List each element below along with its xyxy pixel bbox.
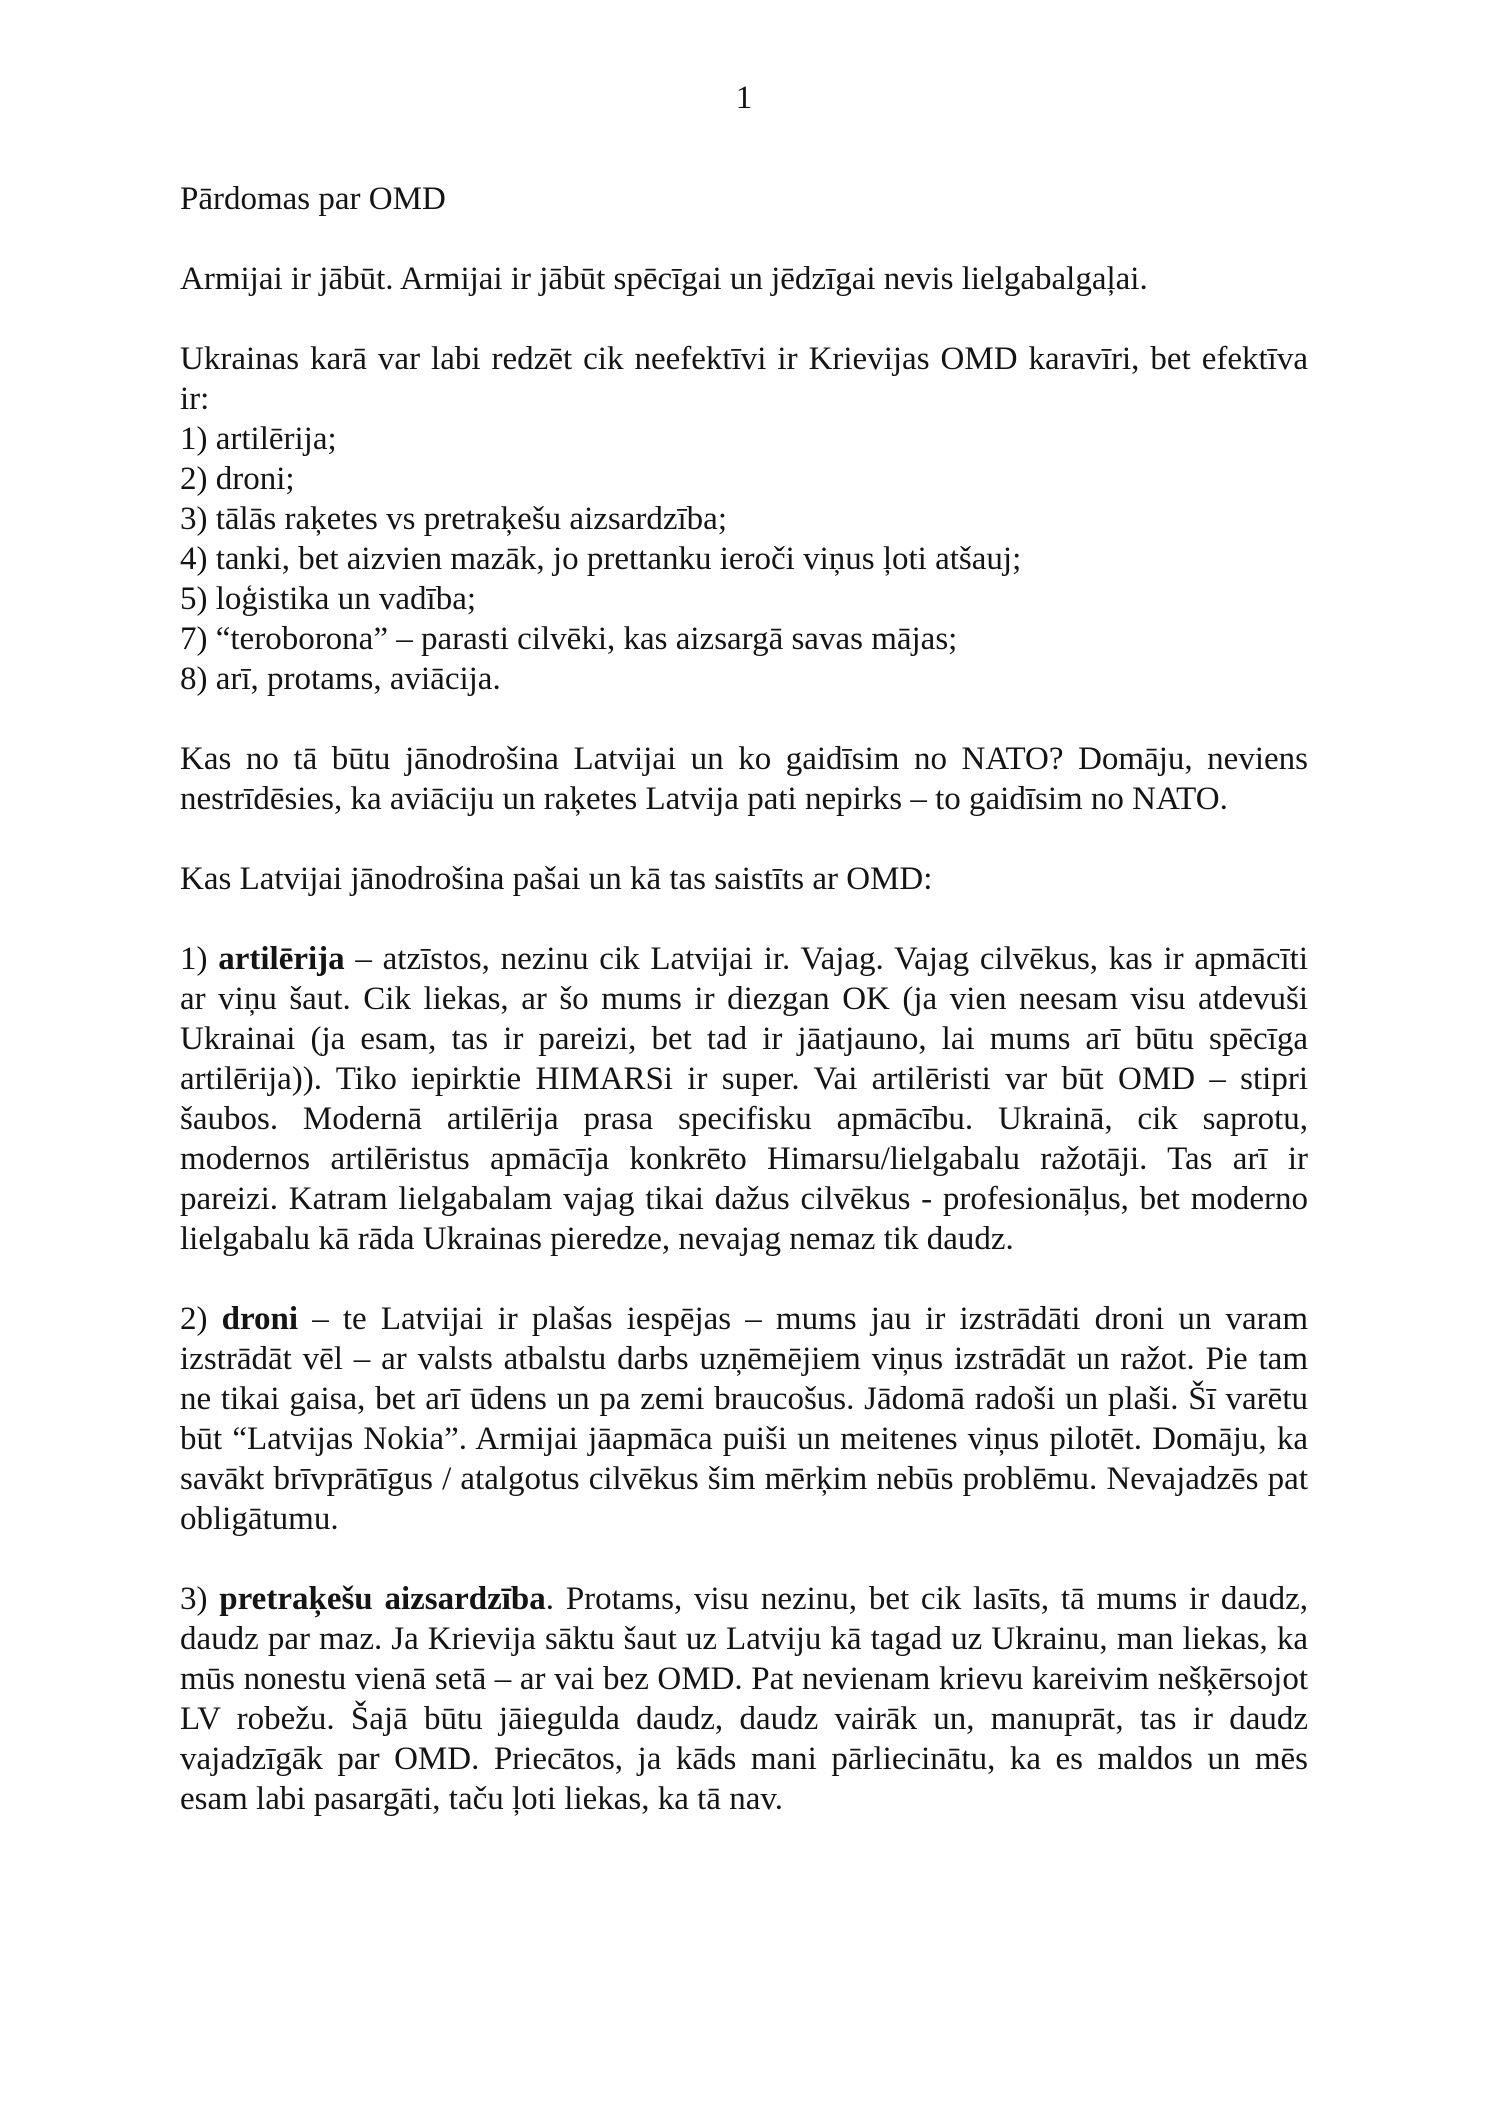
text-line bbox=[180, 419, 1308, 459]
text-line bbox=[180, 579, 1308, 619]
text-run: 3) bbox=[180, 1581, 220, 1617]
text-run: . Protams, visu nezinu, bet cik lasīts, tā mums ir daudz, daudz par maz. Ja Krievija sāktu šaut uz Latviju kā tagad uz Ukrainu, man liekas, ka mūs nonestu vienā setā – ar vai bez OMD. Pat nevienam krievu kareivim nešķērsojot LV robežu. Šajā būtu jāiegulda daudz, daudz vairāk un, manuprāt, tas ir daudz vajadzīgāk par OMD. Priecātos, ja kāds mani pārliecinātu, ka es maldos un mēs esam labi pasargāti, taču ļoti liekas, ka tā nav. bbox=[180, 1581, 1308, 1817]
text-run: 4) tanki, bet aizvien mazāk, jo prettanku ieroči viņus ļoti atšauj; bbox=[180, 541, 1022, 577]
text-run: Kas no tā būtu jānodrošina Latvijai un ko gaidīsim no NATO? Domāju, neviens nestrīdēsies, ka aviāciju un raķetes Latvija pati nepirks – to gaidīsim no NATO. bbox=[180, 741, 1308, 817]
text-line bbox=[180, 539, 1308, 579]
text-line bbox=[180, 459, 1308, 499]
text-run: 3) tālās raķetes vs pretraķešu aizsardzība; bbox=[180, 501, 727, 537]
text-line bbox=[180, 499, 1308, 539]
list-block-ukraine-war bbox=[180, 339, 1308, 699]
text-line bbox=[180, 859, 1308, 899]
text-run: – atzīstos, nezinu cik Latvijai ir. Vajag. Vajag cilvēkus, kas ir apmācīti ar viņu šaut. Cik liekas, ar šo mums ir diezgan OK (ja vien neesam visu atdevuši Ukrainai (ja esam, tas ir pareizi, bet tad ir jāatjauno, lai mums arī būtu spēcīga artilērija)). Tiko iepirktie HIMARSi ir super. Vai artilēristi var būt OMD – stipri šaubos. Modernā artilērija prasa specifisku apmācību. Ukrainā, cik saprotu, modernos artilēristus apmācīja konkrēto Himarsu/lielgabalu ražotāji. Tas arī ir pareizi. Katram lielgabalam vajag tikai dažus cilvēkus - profesionāļus, bet moderno lielgabalu kā rāda Ukrainas pieredze, nevajag nemaz tik daudz. bbox=[180, 941, 1308, 1257]
text-line bbox=[180, 259, 1308, 299]
text-run: Ukrainas karā var labi redzēt cik neefektīvi ir Krievijas OMD karavīri, bet efektīva ir: bbox=[180, 341, 1308, 417]
text-line bbox=[180, 739, 1308, 819]
text-line bbox=[180, 619, 1308, 659]
text-line bbox=[180, 659, 1308, 699]
page-number: 1 bbox=[735, 80, 753, 116]
bold-text-run: pretraķešu aizsardzība bbox=[219, 1581, 546, 1617]
text-line bbox=[180, 179, 1308, 219]
text-run: 5) loģistika un vadība; bbox=[180, 581, 477, 617]
text-run: 8) arī, protams, aviācija. bbox=[180, 661, 501, 697]
text-line bbox=[180, 1299, 1308, 1539]
doc-title bbox=[180, 179, 1308, 219]
text-line bbox=[180, 1579, 1308, 1819]
bold-text-run: droni bbox=[221, 1301, 299, 1337]
text-run: Pārdomas par OMD bbox=[180, 181, 446, 217]
paragraph-latvia-heading bbox=[180, 859, 1308, 899]
text-line bbox=[180, 939, 1308, 1259]
text-run: 1) bbox=[180, 941, 219, 977]
text-run: 1) artilērija; bbox=[180, 421, 337, 457]
paragraph-intro bbox=[180, 259, 1308, 299]
paragraph-missile-defense bbox=[180, 1579, 1308, 1819]
text-run: – te Latvijai ir plašas iespējas – mums jau ir izstrādāti droni un varam izstrādāt vēl – ar valsts atbalstu darbs uzņēmējiem viņus izstrādāt un ražot. Pie tam ne tikai gaisa, bet arī ūdens un pa zemi braucošus. Jādomā radoši un plaši. Šī varētu būt “Latvijas Nokia”. Armijai jāapmāca puiši un meitenes viņus pilotēt. Domāju, ka savākt brīvprātīgus / atalgotus cilvēkus šim mērķim nebūs problēmu. Nevajadzēs pat obligātumu. bbox=[180, 1301, 1308, 1537]
text-run: 7) “teroborona” – parasti cilvēki, kas aizsargā savas mājas; bbox=[180, 621, 958, 657]
paragraph-artillery bbox=[180, 939, 1308, 1259]
document-content bbox=[180, 179, 1308, 1859]
text-line bbox=[180, 339, 1308, 419]
text-run: Armijai ir jābūt. Armijai ir jābūt spēcīgai un jēdzīgai nevis lielgabalgaļai. bbox=[180, 261, 1148, 297]
text-run: Kas Latvijai jānodrošina pašai un kā tas saistīts ar OMD: bbox=[180, 861, 933, 897]
bold-text-run: artilērija bbox=[218, 941, 345, 977]
paragraph-drones bbox=[180, 1299, 1308, 1539]
text-run: 2) droni; bbox=[180, 461, 295, 497]
paragraph-nato bbox=[180, 739, 1308, 819]
text-run: 2) bbox=[180, 1301, 222, 1337]
